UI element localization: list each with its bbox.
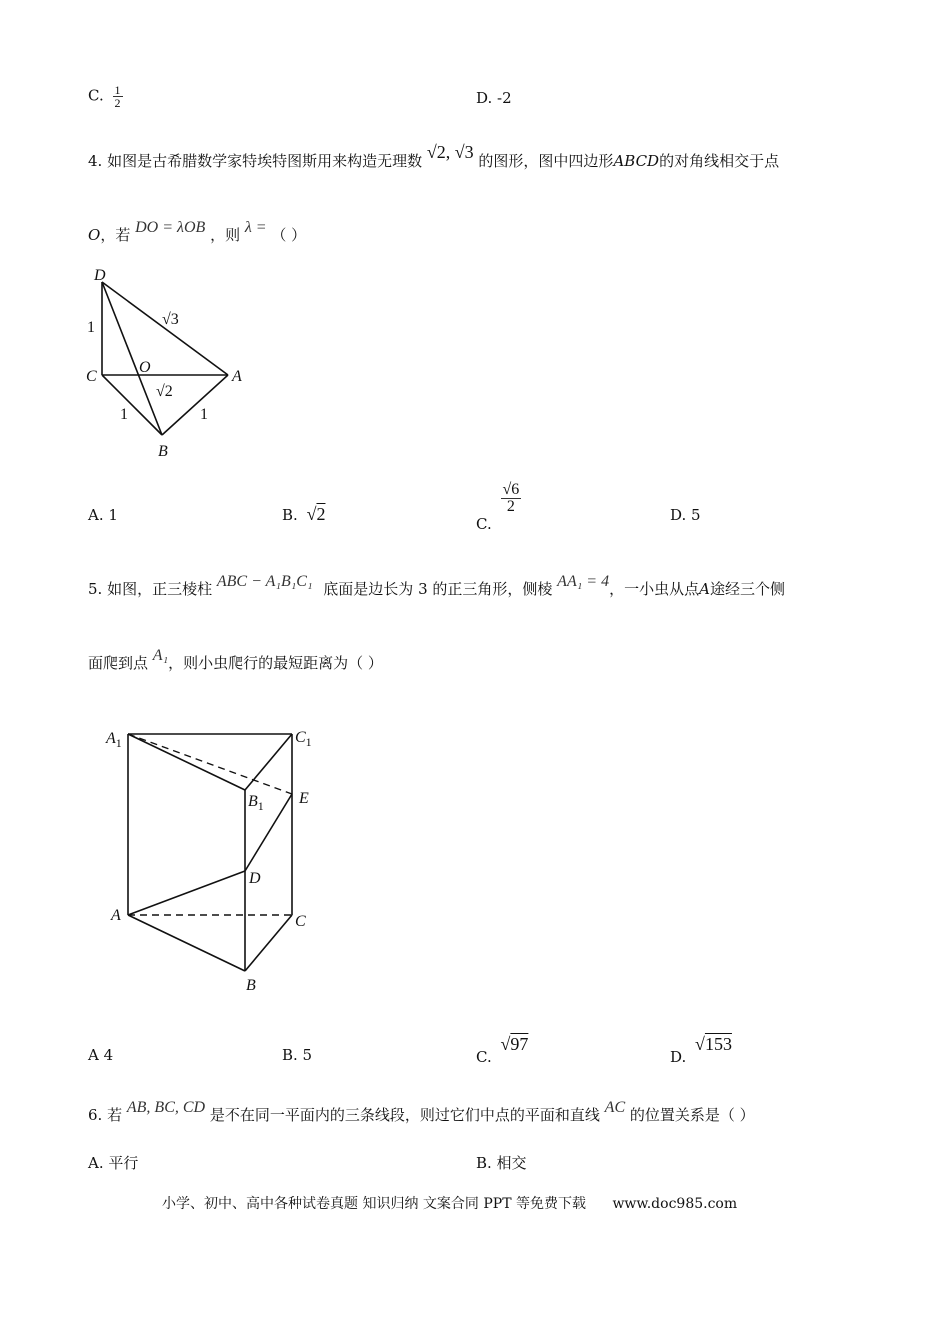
- label-c: C: [86, 368, 97, 385]
- label-b1: $B_1$: [248, 793, 264, 813]
- q4-lambda: λ =: [244, 219, 267, 236]
- q6-option-a: A. 平行: [88, 1154, 139, 1172]
- q5-prism: ABC − A₁B₁C₁: [216, 573, 313, 590]
- q4-option-d: D. 5: [670, 506, 701, 524]
- footer-text: 小学、初中、高中各种试卷真题 知识归纳 文案合同 PPT 等免费下载: [162, 1196, 586, 1212]
- label-c1: $C_1$: [295, 729, 312, 749]
- label-b: B: [158, 443, 168, 460]
- q5-option-c: C. √97: [476, 1034, 529, 1066]
- edge-label-cb: 1: [120, 406, 128, 423]
- q4-option-b: B. √2: [282, 504, 326, 524]
- q4-equation: DO = λOB: [135, 219, 206, 236]
- q5-stem-line1: 5. 如图，正三棱柱 ABC − A₁B₁C₁ 底面是边长为 3 的正三角形，侧棱 AA₁ = 4，一小虫从点A途经三个侧: [88, 573, 785, 598]
- edge-label-ca: √2: [156, 383, 173, 400]
- q5-figure: [100, 720, 340, 1000]
- label-a1: $A_1$: [106, 730, 122, 750]
- q3-option-d: D. -2: [476, 89, 512, 107]
- q6-segments: AB, BC, CD: [126, 1099, 206, 1116]
- label-c: C: [295, 913, 306, 930]
- q5-stem-line2: 面爬到点 A₁，则小虫爬行的最短距离为（ ）: [88, 647, 383, 672]
- edge-cb: [102, 375, 162, 435]
- q5-option-d: D. √153: [670, 1034, 732, 1066]
- footer-url[interactable]: www.doc985.com: [612, 1196, 738, 1212]
- q5-option-b: B. 5: [282, 1046, 313, 1064]
- edge-label-ba: 1: [200, 406, 208, 423]
- q5-aa1: AA₁ = 4: [557, 573, 610, 590]
- q6-option-b: B. 相交: [476, 1154, 527, 1172]
- label-a: A: [111, 907, 121, 924]
- label-b: B: [246, 977, 256, 994]
- q4-stem-math: √2, √3: [426, 142, 474, 162]
- fraction: $\frac{√6}{2}$: [502, 481, 520, 515]
- fraction: $\frac{1}{2}$: [114, 83, 121, 110]
- q4-stem-line1: 4. 如图是古希腊数学家特埃特图斯用来构造无理数 √2, √3 的图形，图中四边形ABCD的对角线相交于点: [88, 142, 780, 170]
- q4-stem-line2: O，若 DO = λOB ，则 λ = （ ）: [88, 219, 307, 244]
- q6-ac: AC: [604, 1099, 626, 1116]
- q4-figure: [80, 262, 260, 462]
- label-d: D: [94, 267, 106, 284]
- label-a: A: [232, 368, 242, 385]
- q5-option-a: A 4: [88, 1046, 114, 1064]
- q4-option-a: A. 1: [88, 506, 118, 524]
- q3-option-c: C. $\frac{1}{2}$: [88, 83, 121, 110]
- label-o: O: [139, 359, 151, 376]
- edge-label-dc: 1: [87, 319, 95, 336]
- q6-stem: 6. 若 AB, BC, CD 是不在同一平面内的三条线段，则过它们中点的平面和直线 AC 的位置关系是（ ）: [88, 1099, 755, 1124]
- edge-label-da: √3: [162, 311, 179, 328]
- q4-option-c: C. $\frac{√6}{2}$: [476, 481, 520, 533]
- footer: [162, 1193, 737, 1213]
- q5-point-a1: A₁: [152, 647, 169, 664]
- label-e: E: [299, 790, 309, 807]
- label-d: D: [249, 870, 261, 887]
